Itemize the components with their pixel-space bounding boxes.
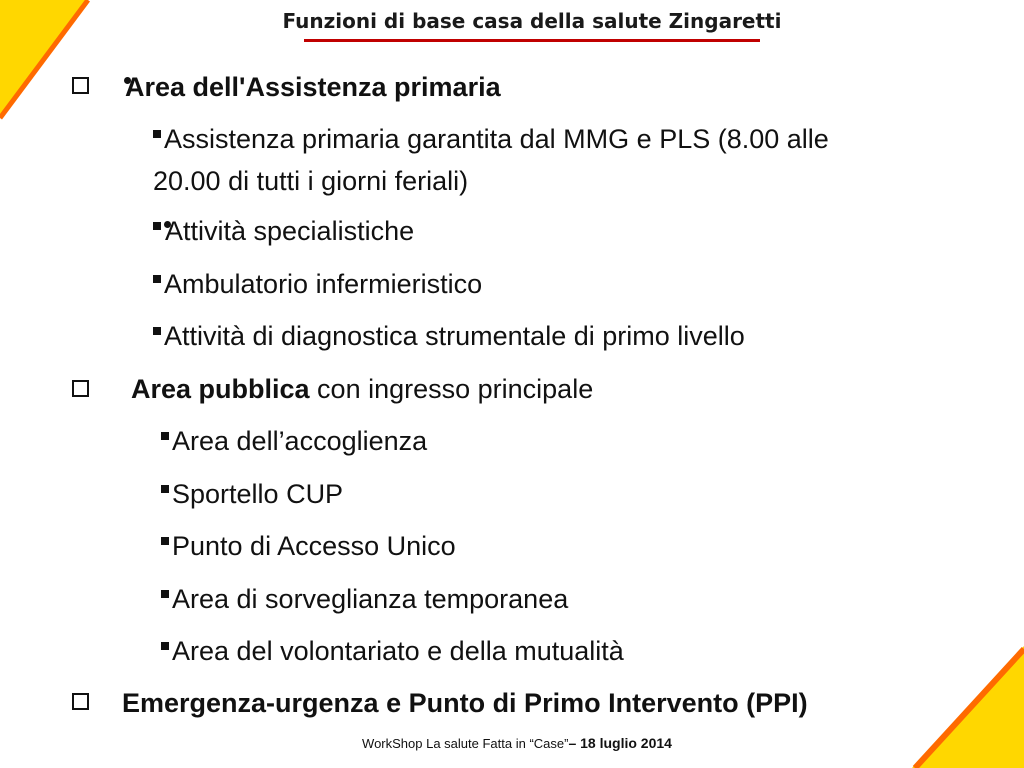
footer-event: WorkShop La salute Fatta in “Case” <box>362 736 569 751</box>
section-heading-area-pubblica: Area pubblica con ingresso principale <box>131 374 594 404</box>
list-item: Area del volontariato e della mutualità <box>161 634 624 668</box>
list-item: Attività di diagnostica strumentale di primo livello <box>153 319 745 353</box>
square-bullet-icon <box>161 485 169 493</box>
square-bullet-icon <box>161 642 169 650</box>
square-bullet-icon <box>161 537 169 545</box>
list-item: Assistenza primaria garantita dal MMG e PLS (8.00 alle <box>153 122 829 156</box>
list-item: Area dell’accoglienza <box>161 424 427 458</box>
square-bullet-icon <box>153 327 161 335</box>
footer-date: – 18 luglio 2014 <box>568 735 672 751</box>
checkbox-bullet-icon <box>72 380 89 397</box>
slide-title: Funzioni di base casa della salute Zingaretti <box>282 9 782 33</box>
square-bullet-icon <box>153 222 161 230</box>
checkbox-bullet-icon <box>72 77 89 94</box>
section-heading-emergenza-urgenza: Emergenza-urgenza e Punto di Primo Intervento (PPI) <box>122 688 808 718</box>
square-bullet-icon <box>153 275 161 283</box>
list-item: Attività specialistiche <box>153 214 414 248</box>
square-bullet-icon <box>161 590 169 598</box>
square-bullet-icon <box>153 130 161 138</box>
list-item-continuation: 20.00 di tutti i giorni feriali) <box>153 166 469 196</box>
checkbox-bullet-icon <box>72 693 89 710</box>
list-item: Punto di Accesso Unico <box>161 529 456 563</box>
list-item: Ambulatorio infermieristico <box>153 267 482 301</box>
list-item: Area di sorveglianza temporanea <box>161 582 568 616</box>
slide-footer <box>0 735 1024 751</box>
title-underline <box>304 39 760 42</box>
section-heading-assistenza-primaria: Area dell'Assistenza primaria <box>125 72 501 102</box>
list-item: Sportello CUP <box>161 477 343 511</box>
square-bullet-icon <box>161 432 169 440</box>
